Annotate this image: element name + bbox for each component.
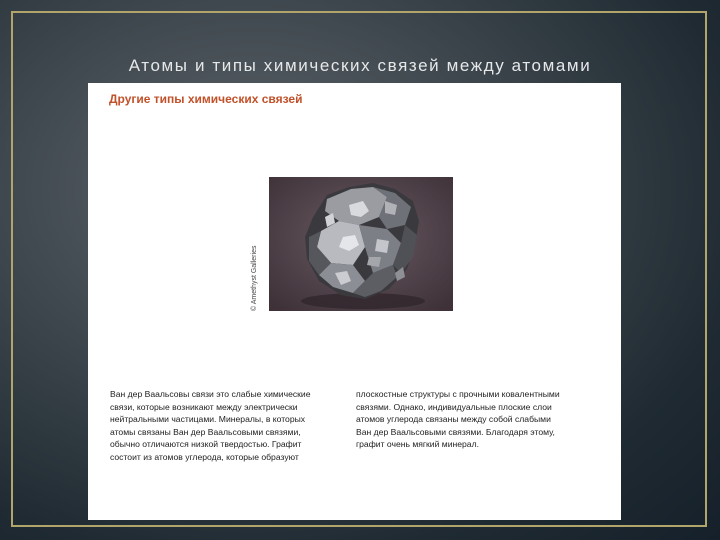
page-heading: Другие типы химических связей — [109, 92, 303, 106]
text-line: состоит из атомов углерода, которые образуют — [110, 451, 299, 462]
text-line: нейтральными частицами. Минералы, в которых — [110, 414, 306, 425]
text-line: связями. Однако, индивидуальные плоские слои — [356, 401, 552, 412]
text-line: атомов углерода связаны между собой слабыми — [356, 414, 551, 425]
graphite-photo — [269, 177, 453, 311]
photo-credit-text: © Amethyst Galleries — [251, 245, 258, 311]
text-line: атомы связаны Ван дер Ваальсовыми связями, — [110, 426, 301, 437]
document-page — [88, 83, 621, 520]
text-line: Ван дер Ваальсовыми связями. Благодаря этому, — [356, 426, 555, 437]
text-line: обычно отличаются низкой твердостью. Графит — [110, 439, 302, 450]
slide-title: Атомы и типы химических связей между атомами — [128, 56, 592, 75]
text-line: плоскостные структуры с прочными ковалентными — [356, 389, 560, 399]
text-column-right — [356, 388, 588, 451]
text-line: связи, которые возникают между электрически — [110, 401, 298, 412]
text-column-left — [110, 388, 342, 464]
text-line: Ван дер Ваальсовы связи это слабые химические — [110, 389, 311, 399]
text-line: графит очень мягкий минерал. — [356, 439, 479, 450]
